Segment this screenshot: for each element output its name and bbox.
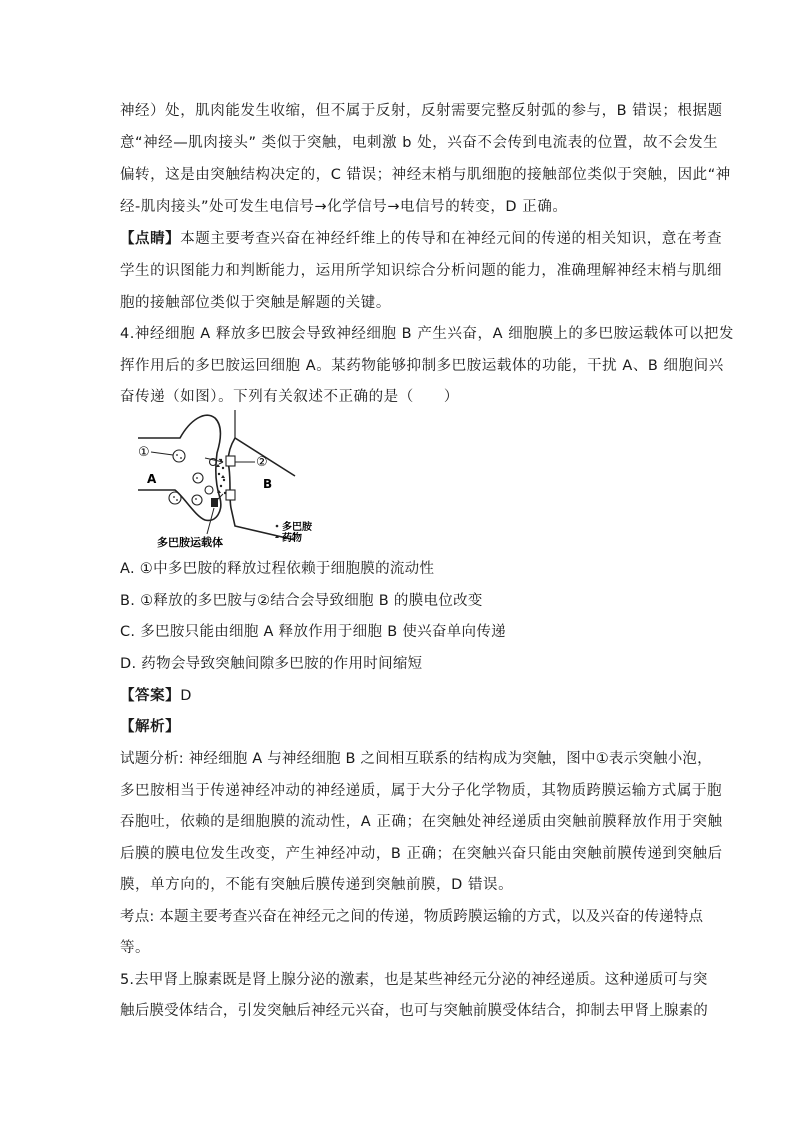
label-2: ②: [256, 455, 268, 470]
analysis-line-1: 试题分析: 神经细胞 A 与神经细胞 B 之间相互联系的结构成为突触，图中①表示突触小泡，: [120, 751, 712, 767]
kaodian-line-2: 等。: [120, 940, 151, 956]
receptor-lower: [226, 490, 235, 500]
vesicle-3: [169, 492, 181, 504]
dianjing-text-1: 本题主要考查兴奋在神经纤维上的传导和在神经元间的传递的相关知识，意在考查: [180, 231, 722, 247]
continuation-line-3: 偏转，这是由突触结构决定的，C 错误；神经末梢与肌细胞的接触部位类似于突触，因此“神: [120, 167, 731, 183]
synapse-diagram: [135, 398, 325, 553]
vesicle-2: [193, 473, 203, 483]
label-cell-b: B: [263, 477, 273, 491]
q4-option-c: C. 多巴胺只能由细胞 A 释放作用于细胞 B 使兴奋单向传递: [120, 624, 506, 640]
continuation-line-2: 意“神经—肌肉接头” 类似于突触，电刺激 b 处，兴奋不会传到电流表的位置，故不会发生: [120, 135, 719, 151]
analysis-line-2: 多巴胺相当于传递神经冲动的神经递质，属于大分子化学物质，其物质跨膜运输方式属于胞: [120, 783, 722, 799]
q4-option-d: D. 药物会导致突触间隙多巴胺的作用时间缩短: [120, 656, 423, 672]
legend-drug: 药物: [282, 533, 302, 544]
q4-answer-line: [120, 686, 192, 706]
cell-a-membrane: [138, 415, 221, 520]
vesicle-1: [173, 450, 185, 462]
vesicle-4: [192, 495, 202, 505]
continuation-line-4: 经-肌肉接头”处可发生电信号→化学信号→电信号的转变，D 正确。: [120, 199, 568, 215]
carrier-label: 多巴胺运载体: [157, 536, 223, 549]
legend-dopamine-marker: [276, 525, 279, 528]
dianjing-line-3: 胞的接触部位类似于突触是解题的关键。: [120, 295, 391, 311]
receptor-upper: [226, 456, 235, 466]
q4-stem-line-3: 奋传递（如图）。下列有关叙述不正确的是（ ）: [120, 389, 459, 405]
dianjing-line-1: [120, 229, 722, 249]
q4-stem-line-2: 挥作用后的多巴胺运回细胞 A。某药物能够抑制多巴胺运载体的功能，干扰 A、B 细胞间兴: [120, 358, 724, 374]
analysis-line-3: 吞胞吐，依赖的是细胞膜的流动性，A 正确；在突触处神经递质由突触前膜释放作用于突触: [120, 814, 723, 830]
continuation-line-1: 神经）处，肌肉能发生收缩，但不属于反射，反射需要完整反射弧的参与，B 错误；根据题: [120, 103, 723, 119]
label-cell-a: A: [147, 472, 157, 486]
answer-value: D: [180, 688, 192, 704]
analysis-line-4: 后膜的膜电位发生改变，产生神经冲动，B 正确；在突触兴奋只能由突触前膜传递到突触后: [120, 846, 723, 862]
q5-stem-line-2: 触后膜受体结合，引发突触后神经元兴奋，也可与突触前膜受体结合，抑制去甲肾上腺素的: [120, 1003, 708, 1019]
analysis-line-5: 膜，单方向的，不能有突触后膜传递到突触前膜，D 错误。: [120, 877, 514, 893]
analysis-tag: 【解析】: [120, 719, 181, 735]
q4-option-a: A. ①中多巴胺的释放过程依赖于细胞膜的流动性: [120, 561, 435, 577]
q4-option-b: B. ①释放的多巴胺与②结合会导致细胞 B 的膜电位改变: [120, 593, 483, 609]
label-1: ①: [138, 445, 150, 460]
dianjing-tag: 【点睛】: [120, 231, 181, 247]
kaodian-line-1: 考点: 本题主要考查兴奋在神经元之间的传递，物质跨膜运输的方式，以及兴奋的传递特点: [120, 909, 704, 925]
q5-stem-line-1: 5.去甲肾上腺素既是肾上腺分泌的激素，也是某些神经元分泌的神经递质。这种递质可与突: [120, 972, 708, 988]
legend-dopamine: 多巴胺: [282, 522, 312, 533]
label-1-pointer: [151, 452, 173, 455]
q4-stem-line-1: 4.神经细胞 A 释放多巴胺会导致神经细胞 B 产生兴奋，A 细胞膜上的多巴胺运载体可以把发: [120, 326, 734, 342]
vesicle-5: [205, 486, 213, 494]
dianjing-line-2: 学生的识图能力和判断能力，运用所学知识综合分析问题的能力，准确理解神经末梢与肌细: [120, 263, 722, 279]
answer-tag: 【答案】: [120, 688, 181, 704]
